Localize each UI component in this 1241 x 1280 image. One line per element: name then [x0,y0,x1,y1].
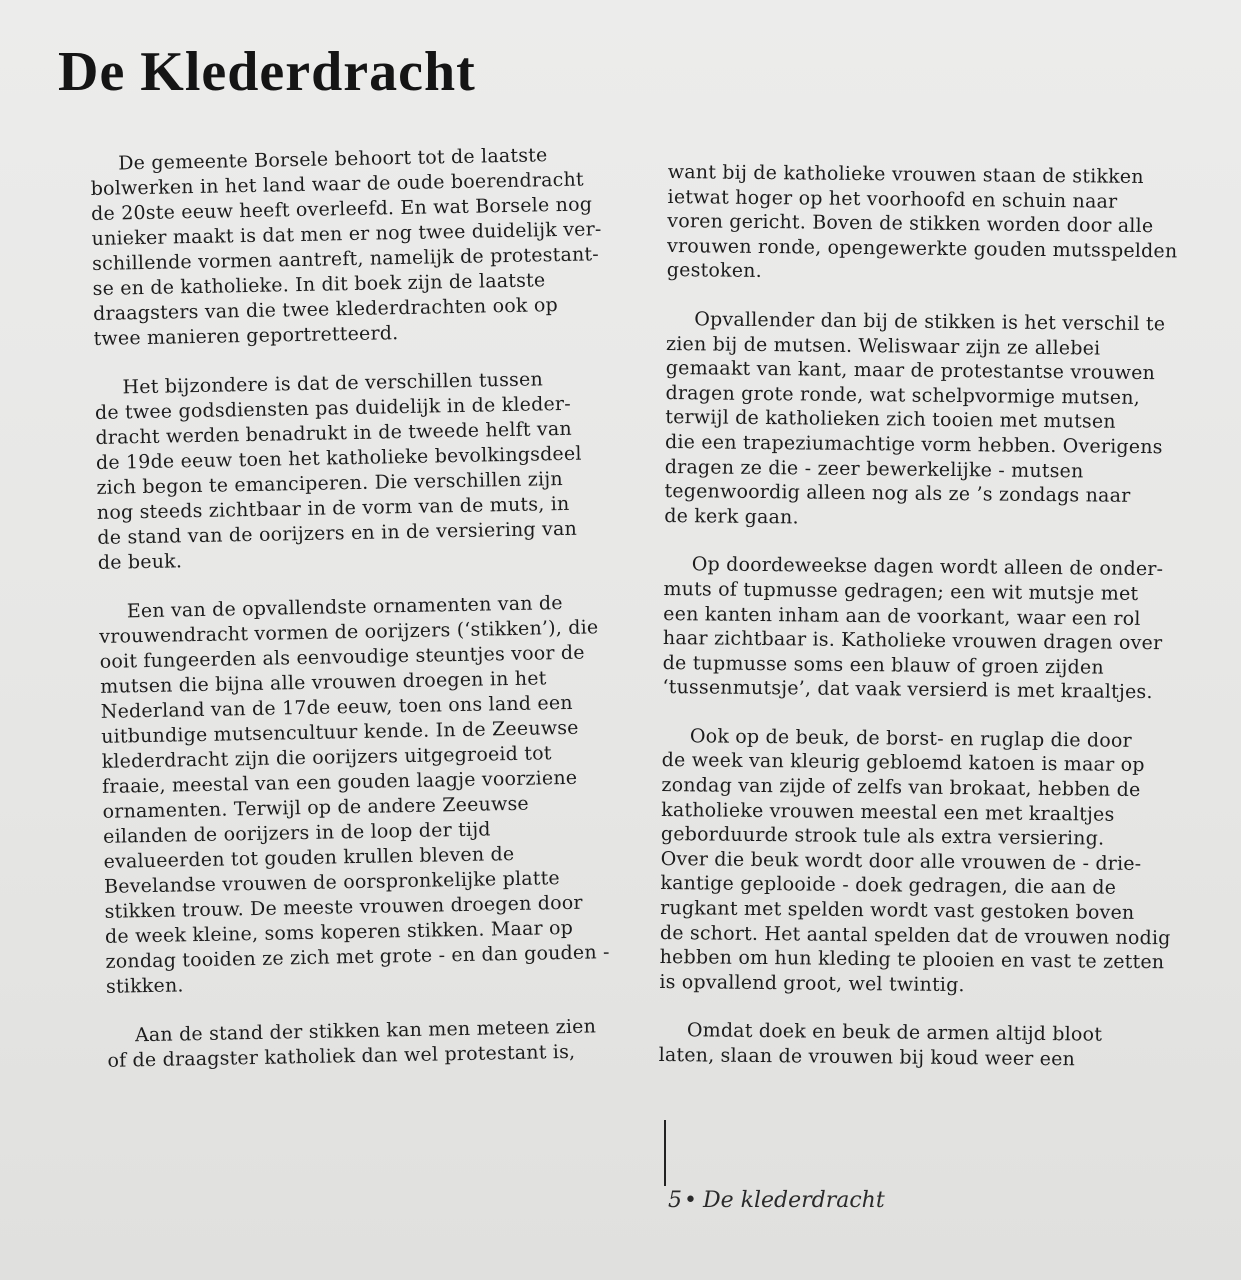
text-line: se en de katholieke. In dit boek zijn de laatste [92,269,546,300]
text-line: die een trapeziumachtige vorm hebben. Overigens [664,430,1163,459]
text-line: terwijl de katholieken zich tooien met mutsen [665,406,1116,434]
text-line: gestoken. [666,259,763,283]
text-line: fraaie, meestal van een gouden laagje voorziene [101,766,578,798]
text-line: hebben om hun kleding te plooien en vast te zetten [659,946,1165,974]
paragraph [107,1013,648,1073]
text-line: evalueerden tot gouden krullen bleven de [103,842,515,873]
paragraph [658,1018,1178,1073]
text-line: stikken trouw. De meeste vrouwen droegen door [104,891,583,923]
text-line: haar zichtbaar is. Katholieke vrouwen dragen over [662,627,1163,655]
paragraph [90,142,634,352]
text-line: Op doordeweekse dagen wordt alleen de onder- [691,553,1164,581]
text-line: of de draagster katholiek dan wel protestant is, [107,1040,576,1072]
right-text-column [658,160,1188,1097]
text-line: de stand van de oorijzers en in de versiering van [97,517,578,549]
text-line: is opvallend groot, wel twintig. [659,970,965,996]
text-line: zondag tooiden ze zich met grote - en dan gouden - [105,941,610,973]
text-line: Omdat doek en beuk de armen altijd bloot [686,1019,1103,1046]
text-line: uitbundige mutsencultuur kende. In de Zeeuwse [101,716,579,748]
text-line: dragen ze die - zeer bewerkelijke - mutsen [664,455,1084,482]
paragraph [667,160,1188,288]
text-line: Het bijzondere is dat de verschillen tussen [122,368,544,399]
text-line: ietwat hoger op het voorhoofd en schuin naar [667,185,1118,213]
text-line: stikken. [105,974,184,998]
text-line: de week kleine, soms koperen stikken. Maar op [104,916,574,948]
text-line: ooit fungeerden als eenvoudige steuntjes voor de [99,641,585,673]
text-line: muts of tupmusse gedragen; een wit mutsje met [663,577,1139,605]
text-line: Ook op de beuk, de borst- en ruglap die door [689,725,1132,752]
text-line: ornamenten. Terwijl op de andere Zeeuwse [102,792,530,823]
text-line: vrouwen ronde, opengewerkte gouden mutsspelden [666,234,1178,263]
text-line: geborduurde strook tule als extra versiering. [660,823,1105,850]
paragraph [659,724,1182,1000]
footer-bullet: • [684,1188,697,1213]
paragraph [662,552,1184,705]
text-line: Nederland van de 17de eeuw, toen ons land een [100,691,573,723]
text-line: katholieke vrouwen meestal een met kraaltjes [661,798,1115,826]
text-line: De gemeente Borsele behoort tot de laatste [118,144,548,175]
text-line: Bevelandse vrouwen de oorspronkelijke platte [103,867,561,898]
text-line: draagsters van die twee klederdrachten ook op [92,294,559,325]
text-line: dragen grote ronde, wat schelpvormige mutsen, [665,381,1141,409]
text-line: twee manieren geportretteerd. [93,322,399,350]
text-line: de beuk. [97,550,183,574]
page-footer [668,1188,885,1213]
text-line: eilanden de oorijzers in de loop der tijd [102,818,491,848]
text-line: gemaakt van kant, maar de protestantse vrouwen [665,357,1156,385]
text-line: nog steeds zichtbaar in de vorm van de muts, in [96,492,570,524]
text-line: tegenwoordig alleen nog als ze ’s zondags naar [664,480,1131,507]
running-title: De klederdracht [702,1188,885,1213]
text-line: een kanten inham aan de voorkant, waar een rol [663,602,1141,630]
text-line: de week van kleurig gebloemd katoen is maar op [661,749,1145,777]
text-line: want bij de katholieke vrouwen staan de stikken [667,160,1144,188]
paragraph [94,366,638,576]
text-line: de twee godsdiensten pas duidelijk in de kleder- [94,392,572,424]
text-line: schillende vormen aantreft, namelijk de protestant- [91,243,600,275]
text-line: zien bij de mutsen. Weliswaar zijn ze allebei [665,332,1101,360]
text-line: zondag van zijde of zelfs van brokaat, hebben de [661,774,1141,802]
folio-rule [664,1120,666,1186]
text-line: de tupmusse soms een blauw of groen zijden [662,651,1104,679]
text-line: zich begon te emanciperen. Die verschillen zijn [96,467,564,499]
text-line: kantige geplooide - doek gedragen, die aan de [660,872,1117,900]
page-number: 5 [668,1188,682,1213]
text-line: voren gericht. Boven de stikken worden door alle [667,210,1154,238]
text-line: dracht werden benadrukt in de tweede helft van [95,417,573,449]
text-line: vrouwendracht vormen de oorijzers (‘stikken’), die [99,616,599,648]
text-line: mutsen die bijna alle vrouwen droegen in het [100,667,547,698]
text-line: ‘tussenmutsje’, dat vaak versierd is met kraaltjes. [662,676,1153,704]
paragraph [664,307,1186,534]
text-line: de 19de eeuw toen het katholieke bevolkingsdeel [95,442,582,474]
text-line: rugkant met spelden wordt vast gestoken boven [660,896,1135,924]
text-line: Opvallender dan bij de stikken is het verschil te [694,308,1166,336]
text-line: bolwerken in het land waar de oude boerendracht [90,168,585,200]
left-text-column [90,142,648,1098]
text-line: laten, slaan de vrouwen bij koud weer een [658,1043,1076,1071]
text-line: de schort. Het aantal spelden dat de vrouwen nodig [659,921,1171,949]
text-line: Aan de stand der stikken kan men meteen zien [134,1015,597,1047]
text-line: de kerk gaan. [664,504,799,529]
text-line: Over die beuk wordt door alle vrouwen de - drie- [660,847,1142,875]
text-line: Een van de opvallendste ornamenten van de [126,592,563,623]
paragraph [99,590,647,1000]
text-line: klederdracht zijn die oorijzers uitgegroeid tot [101,742,552,773]
page-title: De Klederdracht [58,41,476,103]
text-line: unieker maakt is dat men er nog twee duidelijk ver- [91,218,602,250]
text-line: de 20ste eeuw heeft overleefd. En wat Borsele nog [90,193,593,225]
